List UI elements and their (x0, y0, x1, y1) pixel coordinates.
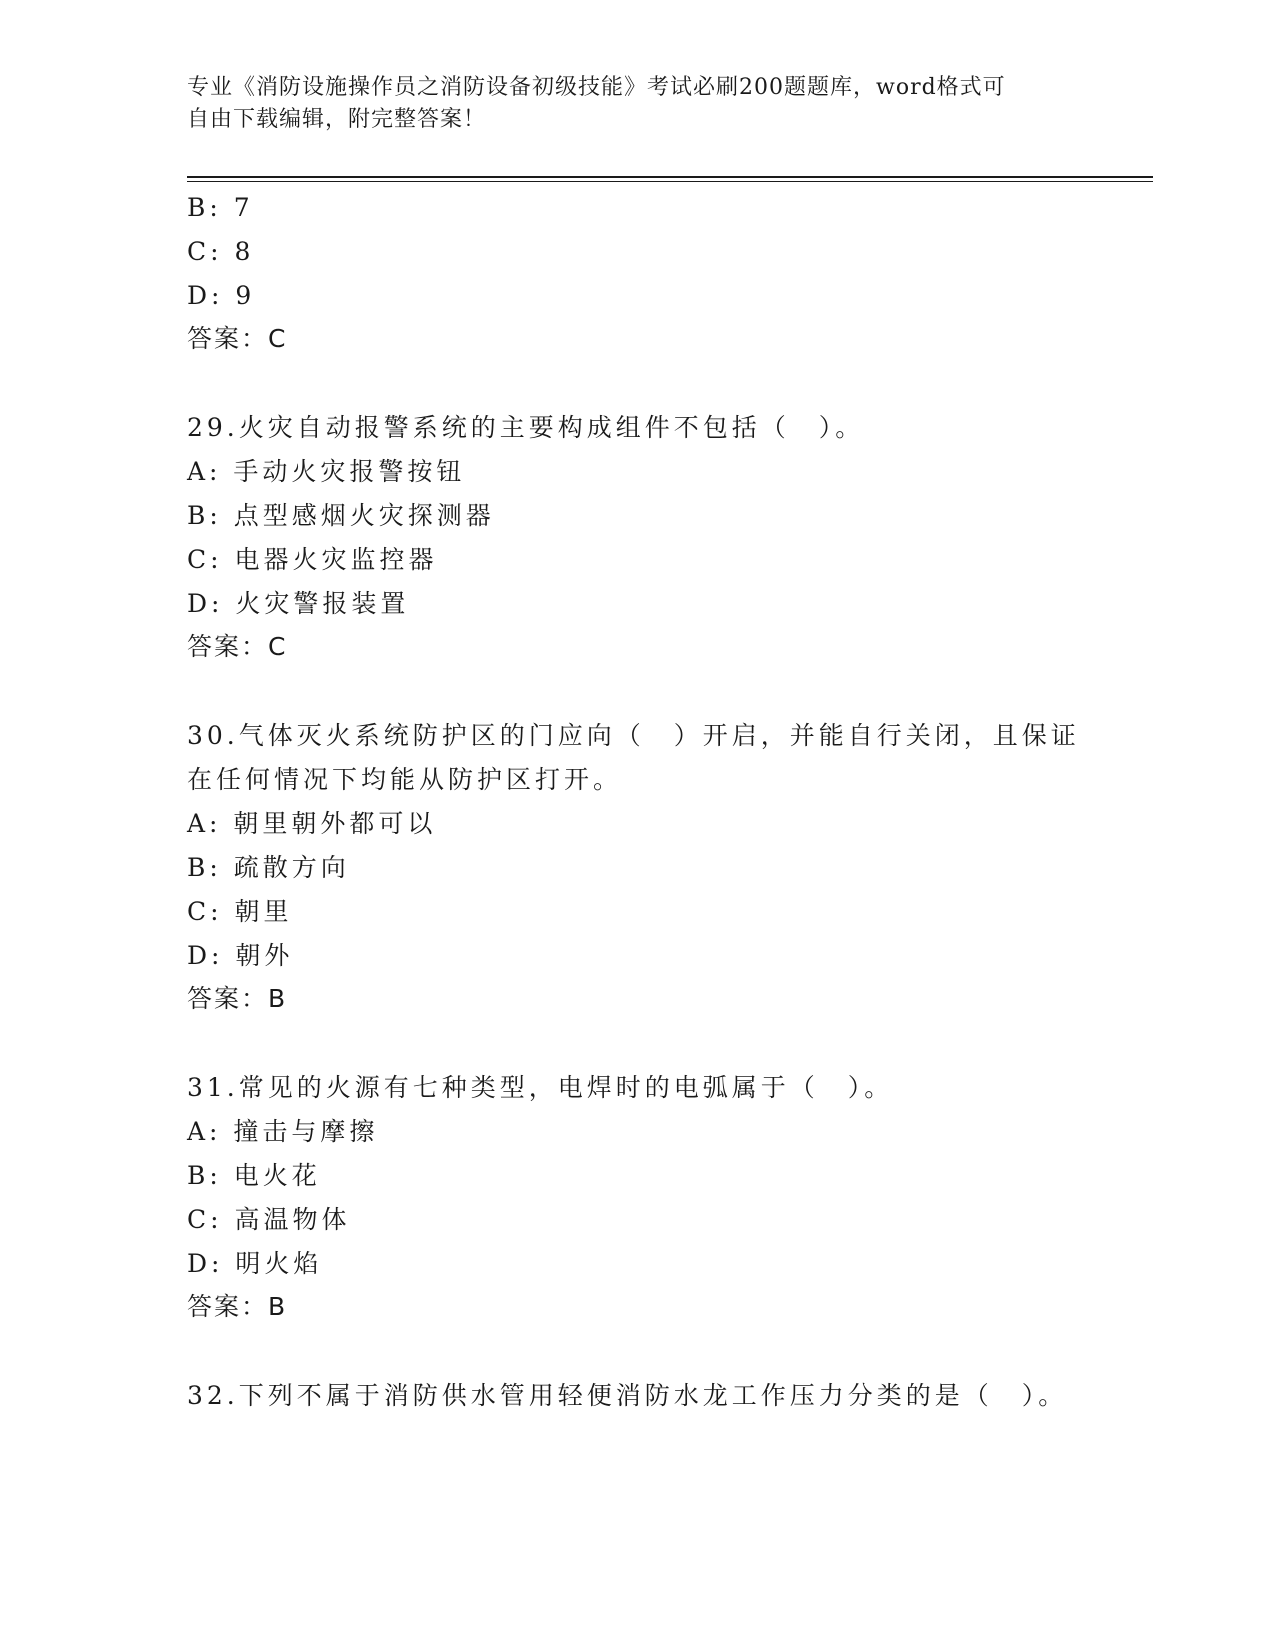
q32-stem: 32.下列不属于消防供水管用轻便消防水龙工作压力分类的是（ ）。 (187, 1381, 1068, 1410)
q31-option-a: A: 撞击与摩擦 (187, 1117, 379, 1146)
q30-stem-line-2: 在任何情况下均能从防护区打开。 (187, 765, 623, 794)
q29-option-c: C: 电器火灾监控器 (187, 545, 438, 574)
q30-option-b: B: 疏散方向 (187, 853, 350, 882)
q31-option-d: D: 明火焰 (187, 1249, 323, 1278)
header-divider-thick (187, 176, 1153, 178)
q30-option-d: D: 朝外 (187, 941, 294, 970)
header-line-2: 自由下载编辑，附完整答案！ (187, 107, 487, 132)
q31-stem: 31.常见的火源有七种类型，电焊时的电弧属于（ ）。 (187, 1073, 894, 1102)
header-line-1: 专业《消防设施操作员之消防设备初级技能》考试必刷200题题库，word格式可 (187, 75, 1006, 100)
header-divider-thin (187, 181, 1153, 182)
q29-answer: 答案：C (187, 632, 288, 661)
q31-answer: 答案：B (187, 1292, 288, 1321)
q29-option-a: A: 手动火灾报警按钮 (187, 457, 466, 486)
q30-option-a: A: 朝里朝外都可以 (187, 809, 437, 838)
document-header (187, 72, 1087, 136)
prev-option-c: C: 8 (187, 237, 255, 266)
q29-option-b: B: 点型感烟火灾探测器 (187, 501, 495, 530)
q30-answer: 答案：B (187, 984, 288, 1013)
prev-option-d: D: 9 (187, 281, 256, 310)
q30-stem-line-1: 30.气体灭火系统防护区的门应向（ ）开启，并能自行关闭，且保证 (187, 721, 1080, 750)
q30-option-c: C: 朝里 (187, 897, 293, 926)
q29-option-d: D: 火灾警报装置 (187, 589, 410, 618)
q31-option-b: B: 电火花 (187, 1161, 321, 1190)
prev-answer: 答案：C (187, 324, 288, 353)
q29-stem: 29.火灾自动报警系统的主要构成组件不包括（ ）。 (187, 413, 865, 442)
prev-option-b: B: 7 (187, 193, 254, 222)
q31-option-c: C: 高温物体 (187, 1205, 351, 1234)
